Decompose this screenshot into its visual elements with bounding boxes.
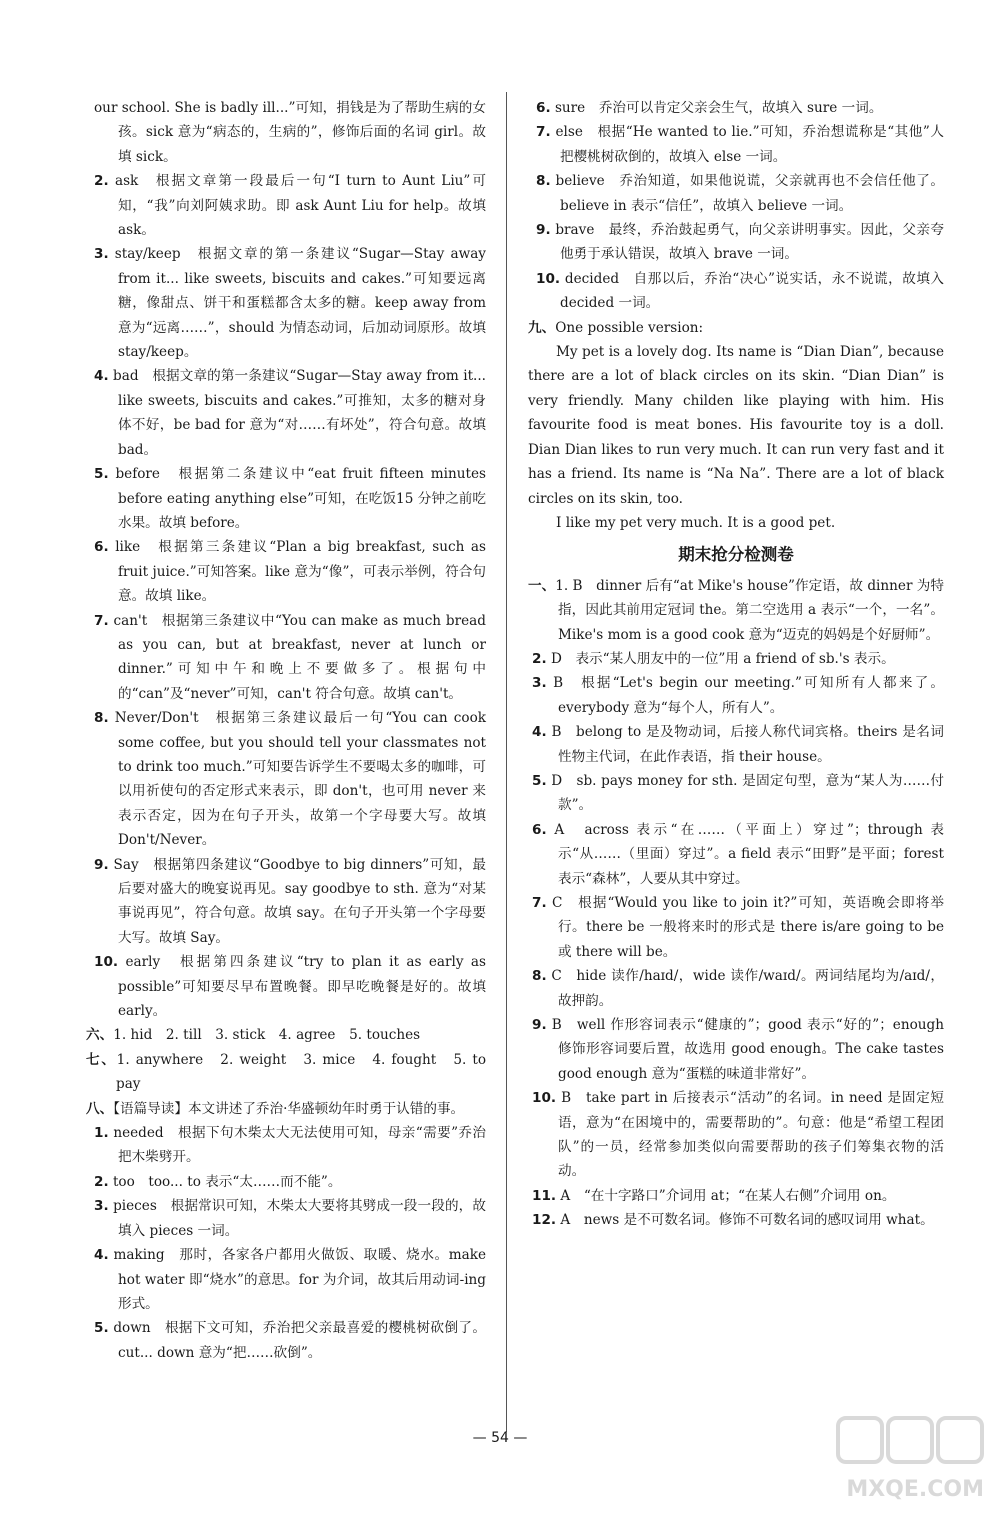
item-number: 7. <box>536 124 551 141</box>
answer-item <box>86 96 486 169</box>
item-number: 8. <box>536 173 551 190</box>
answer-item <box>528 340 944 511</box>
item-number: 1. <box>94 1125 109 1142</box>
answer-item <box>528 96 944 120</box>
item-text: B belong to 是及物动词，后接人称代词宾格。theirs 是名词性物主代词，在此作表语，指 their house。 <box>546 724 944 765</box>
item-text: stay/keep 根据文章的第一条建议“Sugar—Stay away from it... like sweets, biscuits and cakes.”可知要远离糖，像甜点、饼干和蛋糕都含太多的糖。keep away from 意为“远离……”，should 为情态动词，后加动词原形。故填 stay/keep。 <box>108 246 486 361</box>
item-text: My pet is a lovely dog. Its name is “Dian Dian”, because there are a lot of black circles on its skin. “Dian Dian” is very friendly. Many childen like playing with him. His favourite food is meat bones. His favourite toy is a doll. Dian Dian likes to run very much. It can run very fast and it has a friend. Its name is “Na Na”. There are a lot of black circles on its skin, too. <box>528 344 944 507</box>
item-text: C hide 读作/haɪd/，wide 读作/waɪd/。两词结尾均为/aɪd/，故押韵。 <box>546 968 944 1009</box>
section-title: 期末抢分检测卷 <box>678 545 794 565</box>
item-number: 3. <box>94 246 109 263</box>
item-number: 八、 <box>86 1100 114 1117</box>
item-text: B 根据“Let's begin our meeting.”可知所有人都来了。everybody 意为“每个人，所有人”。 <box>546 675 944 716</box>
item-text: before 根据第二条建议中“eat fruit fifteen minutes before eating anything else”可知，在吃饭15 分钟之前吃水果。故填 before。 <box>108 466 486 531</box>
column-divider <box>506 92 507 1432</box>
answer-item <box>528 218 944 267</box>
item-number: 7. <box>94 612 109 629</box>
item-number: 12. <box>532 1212 557 1229</box>
answer-item <box>528 1184 944 1208</box>
item-text: A news 是不可数名词。修饰不可数名词的感叹词用 what。 <box>556 1212 934 1229</box>
item-number: 六、 <box>86 1027 114 1044</box>
item-text: One possible version: <box>555 319 704 336</box>
answer-item <box>86 1316 486 1365</box>
answer-item <box>528 818 944 891</box>
page-number: — 54 — <box>472 1430 528 1446</box>
answer-item <box>528 120 944 169</box>
item-text: B take part in 后接表示“活动”的名词。in need 是固定短语，意为“在困境中的，需要帮助的”。句意：他是“希望工程团队”的一员，经常参加类似向需要帮助的孩子们筹集衣物的活动。 <box>556 1090 944 1180</box>
answer-item <box>528 511 944 535</box>
answer-item <box>86 1170 486 1194</box>
answer-item <box>86 1243 486 1316</box>
item-text: needed 根据下句木柴太大无法使用可知，母亲“需要”乔治把木柴劈开。 <box>108 1125 486 1166</box>
item-text: bad 根据文章的第一条建议“Sugar—Stay away from it... like sweets, biscuits and cakes.”可推知，太多的糖对身体不好，be bad for 意为“对……有坏处”，符合句意。故填 bad。 <box>108 368 486 458</box>
item-text: 1. anywhere 2. weight 3. mice 4. fought 5. to pay <box>116 1051 486 1093</box>
answer-item <box>528 769 944 818</box>
item-number: 6. <box>536 100 551 116</box>
item-number: 8. <box>94 710 109 727</box>
item-number: 4. <box>532 724 547 741</box>
item-number: 2. <box>94 173 109 190</box>
item-number: 8. <box>532 968 547 985</box>
item-number: 10. <box>94 954 119 971</box>
item-number: 9. <box>94 856 109 873</box>
answer-item <box>86 706 486 852</box>
item-number: 7. <box>532 895 547 911</box>
item-text: else 根据“He wanted to lie.”可知，乔治想谎称是“其他”人把樱桃树砍倒的，故填入 else 一词。 <box>550 124 944 165</box>
item-text: D 表示“某人朋友中的一位”用 a friend of sb.'s 表示。 <box>546 650 895 667</box>
item-text: I like my pet very much. It is a good pet. <box>556 514 836 531</box>
answer-item <box>528 574 944 647</box>
answer-item <box>86 242 486 364</box>
item-number: 九、 <box>528 319 556 336</box>
answer-item <box>86 535 486 608</box>
item-number: 10. <box>532 1090 557 1107</box>
answer-item <box>86 1097 486 1121</box>
answer-item <box>528 316 944 340</box>
item-number: 一、 <box>528 577 556 594</box>
item-text: decided 自那以后，乔治“决心”说实话，永不说谎，故填入 decided 一词。 <box>560 270 944 312</box>
item-number: 10. <box>536 270 561 287</box>
item-text: A across 表示“在……（平面上）穿过”；through 表示“从……（里面）穿过”。a field 表示“田野”是平面；forest 表示“森林”，人要从其中穿过。 <box>546 821 944 887</box>
item-number: 9. <box>532 1017 547 1034</box>
item-text: Never/Don't 根据第三条建议最后一句“You can cook some coffee, but you should tell your classmates not to drink too much.”可知要告诉学生不要喝太多的咖啡，可以用祈使句的否定形式来表示，即 don't，也可用 never 来表示否定，因为在句子开头，故第一个字母要大写。故填 Don't/Never。 <box>108 710 486 849</box>
item-number: 4. <box>94 368 109 385</box>
item-text: like 根据第三条建议“Plan a big breakfast, such as fruit juice.”可知答案。like 意为“像”，可表示举例，符合句意。故填 like。 <box>108 539 486 605</box>
answer-item <box>528 1013 944 1086</box>
item-text: pieces 根据常识可知，木柴太大要将其劈成一段一段的，故填入 pieces 一词。 <box>108 1198 486 1239</box>
answer-item <box>528 647 944 671</box>
right-column <box>528 96 944 1233</box>
watermark-text: MXQE.COM <box>846 1477 984 1502</box>
item-text: brave 最终，乔治鼓起勇气，向父亲讲明事实。因此，父亲夸他勇于承认错误，故填入 brave 一词。 <box>550 222 944 263</box>
left-column <box>86 96 486 1365</box>
item-text: making 那时，各家各户都用火做饭、取暖、烧水。make hot water 即“烧水”的意思。for 为介词，故其后用动词-ing 形式。 <box>108 1247 486 1312</box>
watermark-icon <box>834 1412 984 1482</box>
item-text: C 根据“Would you like to join it?”可知，英语晚会即将举行。there be 一般将来时的形式是 there is/are going to be 或 there will be。 <box>546 895 944 960</box>
answer-item <box>528 267 944 316</box>
item-text: 1. hid 2. till 3. stick 4. agree 5. touches <box>113 1027 421 1044</box>
answer-item <box>86 609 486 707</box>
answer-item <box>86 853 486 951</box>
item-number: 5. <box>94 466 109 483</box>
answer-item <box>86 169 486 242</box>
item-number: 3. <box>94 1198 109 1215</box>
item-text: early 根据第四条建议“try to plan it as early as possible”可知要尽早布置晚餐。即早吃晚餐是好的。故填 early。 <box>118 954 486 1020</box>
item-text: B well 作形容词表示“健康的”；good 表示“好的”；enough 修饰形容词要后置，故选用 good enough。The cake tastes good enough 意为“蛋糕的味道非常好”。 <box>546 1017 944 1082</box>
answer-item <box>528 169 944 218</box>
item-number: 6. <box>94 539 109 556</box>
item-text: 【语篇导读】本文讲述了乔治·华盛顿幼年时勇于认错的事。 <box>113 1100 465 1117</box>
item-number: 4. <box>94 1247 109 1264</box>
answer-item <box>528 671 944 720</box>
item-text: Say 根据第四条建议“Goodbye to big dinners”可知，最后要对盛大的晚宴说再见。say goodbye to sth. 意为“对某事说再见”，符合句意。故填 say。在句子开头第一个字母要大写。故填 Say。 <box>108 856 486 946</box>
item-number: 5. <box>94 1320 109 1337</box>
item-number: 七、 <box>86 1051 117 1068</box>
item-text: 1. B dinner 后有“at Mike's house”作定语，故 dinner 为特指，因此其前用定冠词 the。第二空选用 a 表示“一个，一名”。Mike's mom is a good cook 意为“迈克的妈妈是个好厨师”。 <box>555 577 944 643</box>
answer-item <box>528 1086 944 1184</box>
item-text: ask 根据文章第一段最后一句“I turn to Aunt Liu”可知，“我”向刘阿姨求助。即 ask Aunt Liu for help。故填 ask。 <box>108 173 486 239</box>
item-text: can't 根据第三条建议中“You can make as much bread as you can, but at breakfast, never at lunch or dinner.”可知中午和晚上不要做多了。根据句中的“can”及“never”可知，can't 符合句意。故填 can't。 <box>108 612 486 702</box>
item-number: 3. <box>532 675 547 692</box>
answer-item <box>86 462 486 535</box>
watermark-logo <box>834 1412 984 1502</box>
item-text: our school. She is badly ill...”可知，捐钱是为了帮助生病的女孩。sick 意为“病态的，生病的”，修饰后面的名词 girl。故填 sick。 <box>94 100 486 165</box>
answer-item <box>86 364 486 462</box>
answer-item <box>86 1194 486 1243</box>
answer-item <box>86 1023 486 1047</box>
item-number: 5. <box>532 772 547 789</box>
answer-item <box>528 720 944 769</box>
item-number: 9. <box>536 222 551 239</box>
item-text: A “在十字路口”介词用 at；“在某人右侧”介词用 on。 <box>556 1187 896 1204</box>
answer-item <box>528 1208 944 1232</box>
item-text: believe 乔治知道，如果他说谎，父亲就再也不会信任他了。believe in 表示“信任”，故填入 believe 一词。 <box>550 173 944 214</box>
item-number: 2. <box>532 650 547 667</box>
item-text: down 根据下文可知，乔治把父亲最喜爱的樱桃树砍倒了。cut... down 意为“把……砍倒”。 <box>108 1320 486 1361</box>
item-text: D sb. pays money for sth. 是固定句型，意为“某人为……付款”。 <box>546 772 944 814</box>
item-number: 2. <box>94 1173 109 1190</box>
answer-item <box>528 891 944 964</box>
answer-item <box>86 1121 486 1170</box>
answer-item <box>528 964 944 1013</box>
item-text: sure 乔治可以肯定父亲会生气，故填入 sure 一词。 <box>550 100 883 116</box>
answer-item <box>86 950 486 1023</box>
item-number: 6. <box>532 821 547 838</box>
answer-item <box>86 1048 486 1097</box>
item-number: 11. <box>532 1187 557 1204</box>
item-text: too too... to 表示“太……而不能”。 <box>108 1173 342 1190</box>
